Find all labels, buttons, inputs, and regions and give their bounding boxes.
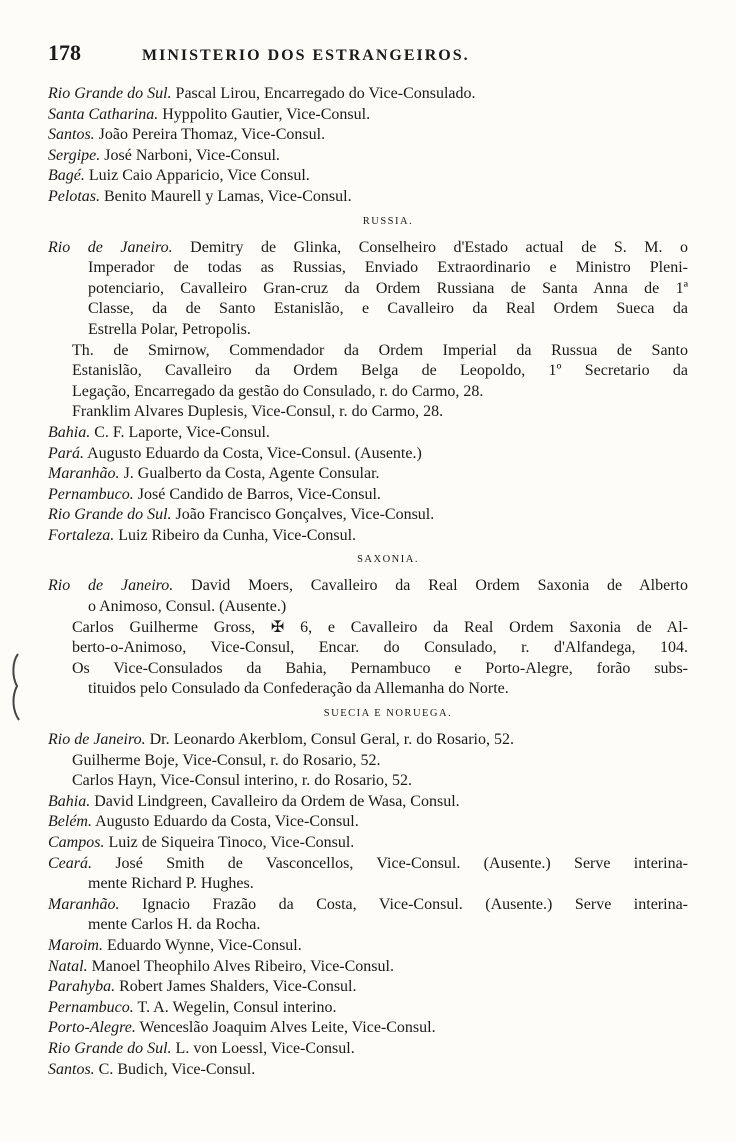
list-item: Carlos Hayn, Vice-Consul interino, r. do Rosario, 52.	[72, 772, 413, 790]
place-name: Rio de Janeiro.	[48, 577, 174, 595]
place-name: Rio de Janeiro.	[48, 238, 173, 256]
entry-text: Augusto Eduardo da Costa, Vice-Consul. (Ausente.)	[84, 444, 422, 462]
list-item	[48, 576, 688, 597]
entry-text: David Moers, Cavalleiro da Real Ordem Saxonia de Alberto	[173, 577, 688, 595]
entry-text: João Pereira Thomaz, Vice-Consul.	[94, 126, 326, 144]
place-name: Campos.	[48, 834, 105, 851]
place-name: Santa Catharina.	[48, 105, 159, 123]
list-item	[48, 854, 688, 875]
place-name: Rio Grande do Sul.	[48, 1039, 172, 1057]
place-name: Maranhão.	[48, 465, 120, 483]
place-name: Ceará.	[48, 854, 92, 872]
entry-text: Pascal Lirou, Encarregado do Vice-Consulado.	[171, 85, 476, 102]
continuation-line: berto-o-Animoso, Vice-Consul, Encar. do Consulado, r. d'Alfandega, 104.	[72, 639, 688, 657]
list-item	[48, 105, 688, 126]
list-item: Carlos Guilherme Gross, ✠ 6, e Cavalleiro da Real Ordem Saxonia de Al-	[72, 618, 688, 636]
entry-text: David Lindgreen, Cavalleiro da Ordem de Wasa, Consul.	[90, 792, 460, 810]
continuation-line: tituidos pelo Consulado da Confederação da Allemanha do Norte.	[88, 680, 509, 698]
entry-text: Luiz Ribeiro da Cunha, Vice-Consul.	[114, 526, 357, 544]
entry-text: Hyppolito Gautier, Vice-Consul.	[158, 105, 371, 123]
place-name: Fortaleza.	[48, 526, 115, 544]
continuation-line: Estanislão, Cavalleiro da Ordem Belga de Leopoldo, 1º Secretario da	[72, 362, 688, 380]
entry-text: Benito Maurell y Lamas, Vice-Consul.	[100, 187, 352, 205]
entry-text: José Candido de Barros, Vice-Consul.	[133, 485, 381, 503]
margin-bracket-mark	[8, 652, 24, 722]
list-item	[48, 526, 688, 547]
continuation-line: Classe, da de Santo Estanislão, e Cavalleiro da Real Ordem Sueca da	[88, 300, 688, 318]
entry-text: João Francisco Gonçalves, Vice-Consul.	[171, 506, 435, 524]
list-item	[48, 464, 688, 485]
place-name: Bahia.	[48, 423, 91, 441]
page-header	[48, 40, 688, 84]
list-item	[48, 977, 688, 998]
place-name: Santos.	[48, 1060, 95, 1078]
list-item	[48, 187, 688, 208]
list-item	[48, 485, 688, 506]
entry-text: Eduardo Wynne, Vice-Consul.	[102, 936, 302, 954]
page-number: 178	[48, 40, 81, 65]
list-item	[48, 125, 688, 146]
place-name: Parahyba.	[48, 978, 116, 996]
place-name: Bahia.	[48, 792, 91, 810]
entry-text: Wenceslão Joaquim Alves Leite, Vice-Consul.	[135, 1019, 436, 1037]
place-name: Bagé.	[48, 167, 85, 185]
list-item	[48, 444, 688, 465]
list-item: Th. de Smirnow, Commendador da Ordem Imperial da Russua de Santo	[72, 341, 688, 359]
entry-text: Demitry de Glinka, Conselheiro d'Estado actual de S. M. o	[172, 238, 689, 256]
list-item	[48, 895, 688, 916]
place-name: Porto-Alegre.	[48, 1019, 136, 1037]
place-name: Rio de Janeiro.	[48, 731, 146, 749]
continuation-line: mente Richard P. Hughes.	[88, 875, 254, 893]
list-item	[48, 998, 688, 1019]
place-name: Sergipe.	[48, 146, 101, 164]
continuation-line: o Animoso, Consul. (Ausente.)	[88, 598, 287, 616]
list-item	[48, 1039, 688, 1060]
section-heading-suecia: SUECIA E NORUEGA.	[323, 708, 453, 720]
entry-text: Luiz Caio Apparicio, Vice Consul.	[84, 167, 310, 185]
document-page	[48, 40, 688, 1080]
list-item	[48, 1060, 688, 1081]
continuation-line: Legação, Encarregado da gestão do Consulado, r. do Carmo, 28.	[72, 382, 484, 400]
place-name: Maranhão.	[48, 895, 120, 913]
continuation-line: Estrella Polar, Petropolis.	[88, 320, 251, 338]
list-item	[48, 146, 688, 167]
list-item	[48, 833, 688, 854]
entry-text: Luiz de Siqueira Tinoco, Vice-Consul.	[104, 834, 355, 851]
place-name: Pelotas.	[48, 187, 100, 205]
list-item	[48, 1018, 688, 1039]
entry-text: Robert James Shalders, Vice-Consul.	[115, 978, 357, 996]
entry-text: C. F. Laporte, Vice-Consul.	[90, 423, 270, 441]
entry-text: J. Gualberto da Costa, Agente Consular.	[119, 465, 380, 483]
place-name: Rio Grande do Sul.	[48, 85, 172, 102]
continuation-line: Imperador de todas as Russias, Enviado Extraordinario e Ministro Pleni-	[88, 259, 688, 277]
place-name: Pará.	[48, 444, 84, 462]
section-heading-russia: RUSSIA.	[362, 215, 414, 227]
continuation-line: potenciario, Cavalleiro Gran-cruz da Ordem Russiana de Santa Anna de 1ª	[88, 279, 688, 297]
list-item	[48, 84, 688, 105]
entry-text: Dr. Leonardo Akerblom, Consul Geral, r. do Rosario, 52.	[145, 731, 514, 749]
place-name: Santos.	[48, 126, 95, 144]
list-item: Franklim Alvares Duplesis, Vice-Consul, r. do Carmo, 28.	[72, 403, 444, 421]
list-item	[48, 423, 688, 444]
entry-text: José Narboni, Vice-Consul.	[100, 146, 280, 164]
place-name: Pernambuco.	[48, 485, 134, 503]
entry-text: Augusto Eduardo da Costa, Vice-Consul.	[91, 813, 359, 831]
list-item	[48, 166, 688, 187]
list-item	[48, 792, 688, 813]
place-name: Maroim.	[48, 936, 103, 954]
section-heading-saxonia: SAXONIA.	[357, 554, 419, 566]
continuation-line: mente Carlos H. da Rocha.	[88, 916, 261, 934]
place-name: Belém.	[48, 813, 92, 831]
list-item: Os Vice-Consulados da Bahia, Pernambuco e Porto-Alegre, forão subs-	[72, 659, 688, 677]
place-name: Rio Grande do Sul.	[48, 506, 172, 524]
entry-text: Manoel Theophilo Alves Ribeiro, Vice-Consul.	[87, 957, 394, 975]
list-item	[48, 730, 688, 751]
entry-text: L. von Loessl, Vice-Consul.	[171, 1039, 355, 1057]
list-item	[48, 505, 688, 526]
entry-text: T. A. Wegelin, Consul interino.	[133, 998, 337, 1016]
place-name: Natal.	[48, 957, 88, 975]
list-item	[48, 936, 688, 957]
list-item	[48, 238, 688, 259]
list-item	[48, 957, 688, 978]
running-title: MINISTERIO DOS ESTRANGEIROS.	[142, 47, 470, 64]
entry-text: José Smith de Vasconcellos, Vice-Consul. (Ausente.) Serve interina-	[92, 854, 688, 872]
entry-text: C. Budich, Vice-Consul.	[94, 1060, 256, 1078]
place-name: Pernambuco.	[48, 998, 134, 1016]
entry-text: Ignacio Frazão da Costa, Vice-Consul. (Ausente.) Serve interina-	[119, 895, 688, 913]
list-item: Guilherme Boje, Vice-Consul, r. do Rosario, 52.	[72, 751, 381, 769]
list-item	[48, 812, 688, 833]
